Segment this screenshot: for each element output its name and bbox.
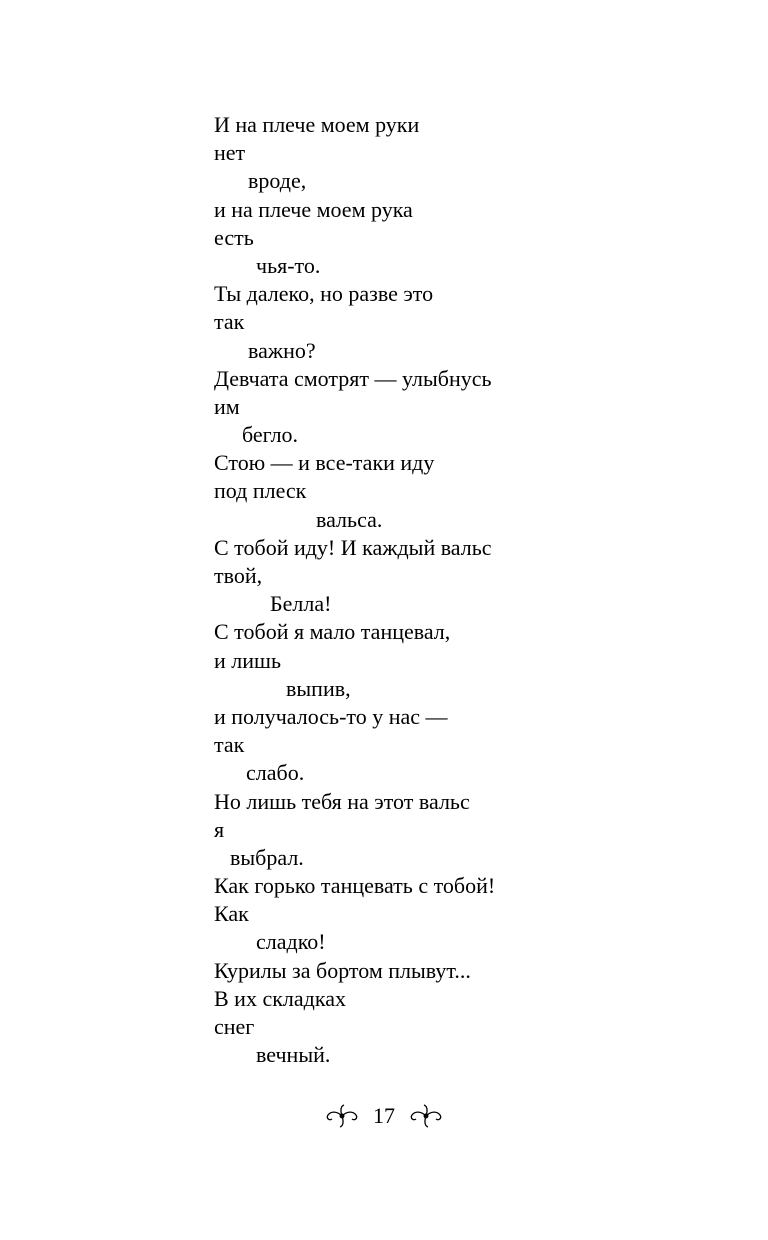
poem-line: С тобой иду! И каждый вальс — [214, 534, 492, 560]
poem-line: Курилы за бортом плывут... — [214, 957, 471, 983]
page-number: 17 — [373, 1103, 395, 1128]
poem-line: вроде, — [248, 168, 307, 194]
poem-line: снег — [214, 1014, 255, 1039]
poem-line: так — [214, 732, 245, 758]
poem-line: вечный. — [256, 1042, 331, 1068]
poem-line: Девчата смотрят — улыбнусь — [214, 365, 492, 391]
poem-line: и получалось-то у нас — — [214, 703, 448, 729]
floral-ornament-right-icon — [409, 1102, 443, 1130]
poem-line: под плеск — [214, 478, 307, 504]
poem-line: Но лишь тебя на этот вальс — [214, 788, 470, 814]
poem-line: выпив, — [286, 675, 351, 701]
poem-line: и лишь — [214, 647, 281, 673]
poem-line: Ты далеко, но разве это — [214, 281, 434, 307]
poem-line: вальса. — [316, 506, 383, 532]
poem-line: Стою — и все-таки иду — [214, 450, 435, 476]
poem-line: В их складках — [214, 985, 346, 1011]
poem-line: чья-то. — [256, 252, 321, 278]
poem-line: сладко! — [256, 929, 326, 955]
poem-line: так — [214, 309, 245, 335]
poem-line: я — [214, 816, 225, 842]
poem-line: твой, — [214, 563, 263, 588]
poem-line: И на плече моем руки — [214, 112, 420, 137]
poem-line: бегло. — [242, 422, 299, 448]
poem-text — [214, 111, 734, 1069]
poem-line: С тобой я мало танцевал, — [214, 619, 451, 645]
poem-line: есть — [214, 224, 254, 250]
poem-line: слабо. — [246, 760, 305, 786]
poem-line: нет — [214, 140, 246, 166]
poem-line: выбрал. — [230, 844, 304, 870]
floral-ornament-left-icon — [325, 1102, 359, 1130]
poem-line: Белла! — [270, 591, 332, 617]
poem-line: им — [214, 393, 240, 419]
poem-line: важно? — [248, 337, 316, 363]
poem-line: Как — [214, 901, 249, 927]
page-footer — [0, 1100, 768, 1132]
poem-line: Как горько танцевать с тобой! — [214, 873, 496, 899]
poem-line: и на плече моем рука — [214, 196, 413, 222]
